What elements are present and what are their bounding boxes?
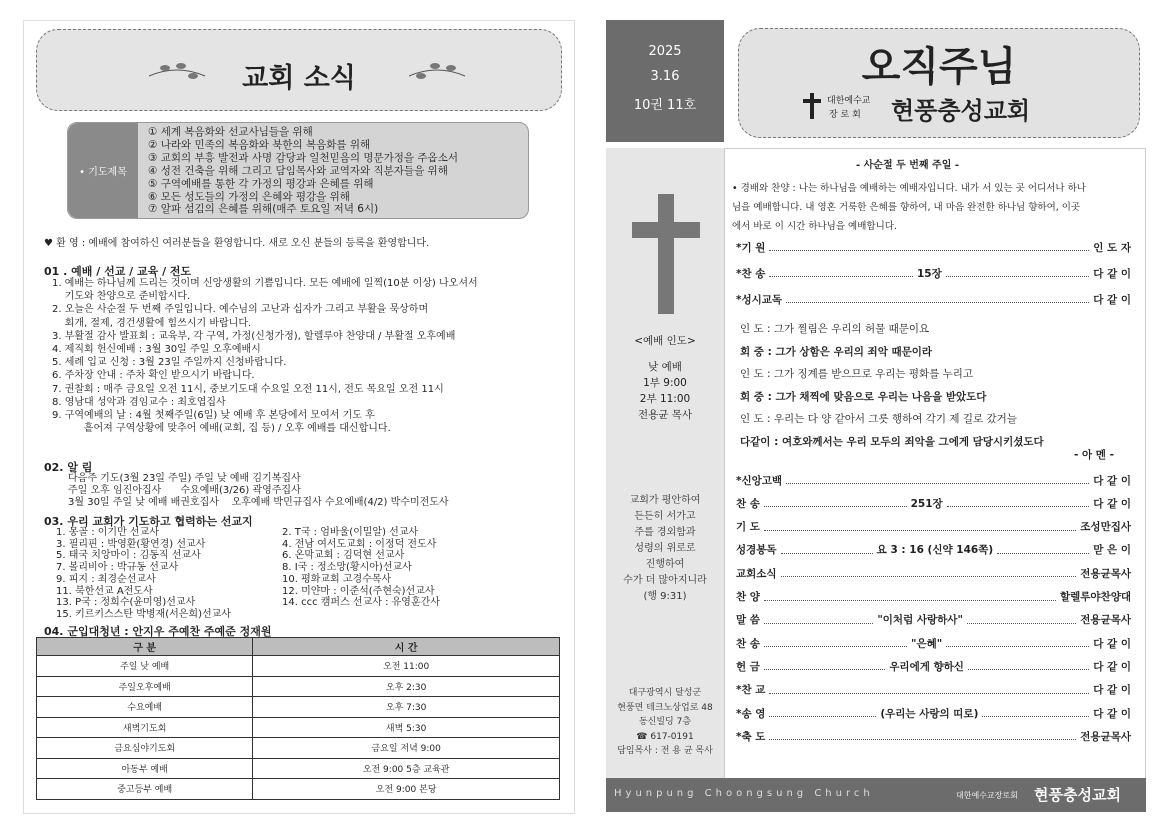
- table-cell: 금요심야기도회: [37, 738, 253, 759]
- prayer-item: ③ 교회의 부흥 발전과 사명 감당과 일천믿음의 명문가정을 주옵소서: [148, 151, 458, 164]
- section-notice-head: 02. 알 림: [44, 461, 93, 474]
- verse-line: 성령의 위로로: [634, 543, 696, 554]
- dot-leader: [769, 686, 1089, 694]
- table-row: [37, 758, 560, 779]
- list-item: 9. 구역예배의 날 : 4월 첫째주일(6일) 낮 예배 후 본당에서 모여서 기도 후: [52, 410, 375, 422]
- dot-leader: [764, 639, 907, 647]
- order-item-leader: 다 같 이: [1093, 267, 1132, 280]
- table-cell: 오전 9:00 5층 교육관: [253, 758, 560, 779]
- month-day: 3.16: [650, 69, 680, 84]
- list-item: 주일 오후 임진아집사 수요예배(3/26) 곽영주집사: [68, 485, 301, 496]
- list-item: 6. 온막교회 : 김덕현 선교사: [282, 550, 405, 562]
- table-cell: 오후 2:30: [253, 676, 560, 697]
- address-line: 현풍면 테크노상업로 48: [617, 702, 713, 713]
- amen-label: - 아 멘 -: [1074, 449, 1114, 461]
- list-item: 12. 미얀마 : 이준석(주현숙)선교사: [282, 585, 435, 597]
- list-item: 9. 피지 : 최경순선교사: [56, 573, 156, 585]
- list-item: 회개, 절제, 경건생활에 힘쓰시기 바랍니다.: [52, 317, 252, 329]
- bulletin-title: 오직주님: [861, 44, 1017, 90]
- section-worship-head: 01 . 예배 / 선교 / 교육 / 전도: [44, 265, 192, 278]
- dot-leader: [764, 523, 1076, 531]
- order-item: [736, 683, 1131, 697]
- footer: [606, 778, 1146, 812]
- worship-leader-info: [606, 333, 724, 423]
- order-item-leader: 다 같 이: [1093, 293, 1131, 306]
- worship-list: [52, 277, 478, 435]
- list-item: 10. 평화교회 고경수목사: [282, 573, 392, 585]
- order-item: [736, 729, 1131, 743]
- list-item: 흩어져 구역상황에 맞추어 예배(교회, 집 등) / 오후 예배를 대신합니다.: [52, 423, 391, 435]
- order-item-leader: 전용균목사: [1080, 730, 1131, 743]
- table-header-row: [37, 638, 560, 656]
- list-item: 6. 주차장 안내 : 주차 확인 받으시기 바랍니다.: [52, 370, 255, 382]
- worship-guide-label: <예배 인도>: [634, 335, 696, 347]
- date-box: [606, 20, 724, 142]
- table-cell: 중고등부 예배: [37, 779, 253, 800]
- call-to-worship: 에서 바로 이 시간 하나님을 예배합니다.: [732, 221, 897, 232]
- prayer-item: ② 나라와 민족의 복음화와 북한의 복음화를 위해: [148, 138, 371, 151]
- order-item: [736, 266, 1131, 280]
- notice-list: [68, 473, 449, 509]
- footer-english: Hyunpung Choongsung Church: [614, 788, 874, 799]
- prayer-list: [148, 126, 458, 216]
- order-item-label: 찬 양: [736, 591, 760, 603]
- order-item: [736, 590, 1131, 604]
- dot-leader: [781, 546, 873, 554]
- prayer-item: ① 세계 복음화와 선교사님들을 위해: [148, 126, 313, 138]
- list-item: 8. 영남대 성악과 겸임교수 : 최호엽집사: [52, 396, 226, 408]
- denomination: 대한예수교: [827, 96, 871, 106]
- list-item: 2. 오늘은 사순절 두 번째 주일입니다. 예수님의 고난과 십자가 그리고 부활을 묵상하며: [52, 304, 429, 316]
- list-item: 3월 30일 주일 낮 예배 배권호집사 오후예배 박민규집사 수요예배(4/2) 박수미전도사: [68, 497, 449, 508]
- reading-line: 회 중 : 그가 채찍에 맞음으로 우리는 나음을 받았도다: [740, 390, 987, 403]
- reading-line: 회 중 : 그가 상함은 우리의 죄악 때문이라: [740, 345, 933, 358]
- dot-leader: [968, 662, 1089, 670]
- responsive-reading: [740, 318, 1044, 453]
- dot-leader: [769, 243, 1089, 251]
- order-item: [736, 566, 1131, 580]
- dot-leader: [769, 709, 876, 717]
- order-item: [736, 659, 1131, 673]
- table-cell: 오전 9:00 본당: [253, 779, 560, 800]
- dot-leader: [946, 269, 1090, 277]
- worship-label: 낮 예배: [648, 361, 682, 373]
- order-item-leader: 전용균목사: [1080, 614, 1131, 627]
- footer-church-name: 현풍충성교회: [1034, 786, 1121, 804]
- service-time: 2부 11:00: [639, 393, 691, 405]
- list-item: 다음주 기도(3월 23일 주일) 주일 낮 예배 김기복집사: [68, 473, 301, 484]
- cross-logo-icon: [803, 93, 821, 119]
- dot-leader: [781, 569, 1077, 577]
- table-cell: 오전 11:00: [253, 656, 560, 677]
- dot-leader: [786, 295, 1089, 303]
- section-military-head: 04. 군입대청년 : 안지우 주예찬 주예준 정재원: [44, 625, 272, 638]
- church-address: [606, 686, 724, 759]
- order-item-label: 찬 송: [736, 637, 760, 650]
- cross-icon: [632, 194, 700, 314]
- table-header: 구 분: [37, 638, 253, 656]
- order-item-leader: 다 같 이: [1093, 497, 1132, 510]
- section-mission-head: 03. 우리 교회가 기도하고 협력하는 선교지: [44, 515, 253, 528]
- table-row: [37, 779, 560, 800]
- service-time: 1부 9:00: [643, 377, 687, 389]
- table-cell: 주일오후예배: [37, 676, 253, 697]
- order-item-content: 15장: [916, 267, 942, 280]
- verse-line: (행 9:31): [643, 591, 687, 602]
- schedule-table: [36, 637, 560, 800]
- order-item-leader: 다 같 이: [1093, 707, 1131, 720]
- order-item-leader: 조성만집사: [1080, 521, 1131, 534]
- welcome-text: ♥ 환 영 : 예배에 참여하신 여러분들을 환영합니다. 새로 오신 분들의 등록을 환영합니다.: [44, 238, 430, 249]
- address-line: 담임목사 : 전 용 균 목사: [617, 746, 713, 756]
- prayer-item: ⑥ 모든 성도들의 가정의 은혜와 평강을 위해: [148, 190, 350, 203]
- right-page: [606, 20, 1146, 812]
- denomination-sub: 장 로 회: [829, 110, 861, 120]
- sunday-label: - 사순절 두 번째 주일 -: [856, 160, 959, 171]
- dot-leader: [764, 499, 907, 507]
- table-cell: 새벽기도회: [37, 717, 253, 738]
- list-item: 4. 제직회 헌신예배 : 3월 30일 주일 오후예배시: [52, 344, 261, 356]
- list-item: 14. ccc 캠퍼스 선교사 : 유영훈간사: [282, 597, 440, 609]
- order-item-leader: 다 같 이: [1093, 474, 1131, 487]
- title-banner: [738, 28, 1140, 138]
- verse-line: 주를 경외함과: [634, 527, 696, 538]
- pastor-name: 전용균 목사: [637, 409, 693, 421]
- address-line: 대구광역시 달성군: [628, 688, 702, 698]
- reading-line: 다같이 : 여호와께서는 우리 모두의 죄악을 그에게 담당시키셨도다: [740, 435, 1044, 448]
- prayer-item: ④ 성전 건축을 위해 그리고 담임목사와 교역자와 직분자들을 위해: [148, 164, 448, 177]
- order-item-leader: 다 같 이: [1093, 637, 1131, 650]
- order-item-label: 성경봉독: [736, 544, 777, 557]
- order-item-content: 우리에게 향하신: [889, 660, 964, 673]
- order-item: [736, 520, 1131, 534]
- dot-leader: [764, 662, 885, 670]
- table-cell: 오후 7:30: [253, 697, 560, 718]
- issue-number: 10권 11호: [633, 98, 697, 113]
- order-item: [736, 706, 1131, 720]
- list-item: 7. 권찰회 : 매주 금요일 오전 11시, 중보기도대 수요일 오전 11시, 전도 목요일 오전 11시: [52, 383, 444, 395]
- list-item: 2. T국 : 엄바울(이밀알) 선교사: [282, 527, 419, 538]
- dot-leader: [947, 499, 1090, 507]
- list-item: 13. P국 : 정희수(윤미영)선교사: [56, 597, 196, 609]
- order-item: [736, 240, 1131, 254]
- list-item: 3. 필리핀 : 박영환(황연경) 선교사: [56, 538, 206, 550]
- verse-line: 수가 더 많아지니라: [623, 575, 707, 586]
- order-item-label: 교회소식: [736, 567, 777, 580]
- table-cell: 주일 낮 예배: [37, 656, 253, 677]
- list-item: 5. 태국 치앙마이 : 김동직 선교사: [56, 550, 201, 562]
- reading-line: 인 도 : 그가 징계를 받으므로 우리는 평화를 누리고: [740, 368, 974, 380]
- table-row: [37, 697, 560, 718]
- order-item-label: *송 영: [736, 707, 766, 720]
- list-item: 1. 몽골 : 이기만 선교사: [56, 527, 159, 538]
- table-cell: 수요예배: [37, 697, 253, 718]
- order-item-label: *기 원: [736, 241, 766, 254]
- news-banner: [36, 29, 562, 111]
- table-cell: 아동부 예배: [37, 758, 253, 779]
- order-item-content: 요 3 : 16 (신약 146쪽): [876, 544, 994, 557]
- order-item: [736, 613, 1131, 627]
- year: 2025: [648, 44, 682, 59]
- verse-line: 교회가 평안하여: [629, 495, 701, 506]
- news-title: 교회 소식: [242, 63, 356, 94]
- verse-line: 든든히 서가고: [634, 511, 696, 522]
- order-item-label: 헌 금: [736, 660, 760, 673]
- order-item-content: "이처럼 사랑하사": [877, 614, 963, 627]
- table-row: [37, 676, 560, 697]
- dot-leader: [946, 639, 1089, 647]
- prayer-item: ⑦ 알파 섬김의 은혜를 위해(매주 토요일 저녁 6시): [148, 203, 379, 216]
- table-cell: 새벽 5:30: [253, 717, 560, 738]
- list-item: 기도와 찬양으로 준비합시다.: [52, 291, 191, 303]
- dot-leader: [769, 732, 1076, 740]
- side-panel: [606, 148, 724, 798]
- address-line: 동신빌딩 7층: [638, 717, 692, 727]
- dot-leader: [764, 616, 873, 624]
- left-page: [23, 20, 575, 814]
- phone-number: ☎ 617-0191: [636, 731, 694, 742]
- prayer-topics: [67, 122, 529, 219]
- order-item-label: 찬 송: [736, 497, 760, 510]
- table-cell: 금요일 저녁 9:00: [253, 738, 560, 759]
- order-item-leader: 맏 은 이: [1093, 544, 1131, 557]
- mission-list-left: [56, 527, 231, 621]
- order-item-content: 251장: [910, 497, 943, 510]
- order-item: [736, 636, 1131, 650]
- table-row: [37, 656, 560, 677]
- scripture-verse: [606, 493, 724, 605]
- leaf-ornament-icon: [407, 60, 467, 84]
- order-item-leader: 할렐루야찬양대: [1059, 591, 1131, 603]
- list-item: 3. 부활절 감사 발표회 : 교육부, 각 구역, 가정(신청가정), 할렐루야 찬양대 / 부활절 오후예배: [52, 330, 456, 342]
- verse-line: 진행하여: [645, 559, 685, 570]
- dot-leader: [997, 546, 1089, 554]
- order-item-label: *찬 교: [736, 684, 766, 697]
- order-item-label: *성시교독: [736, 293, 783, 306]
- order-item: [736, 543, 1131, 557]
- reading-line: 인 도 : 그가 찔림은 우리의 허물 때문이요: [740, 323, 930, 335]
- order-item: [736, 292, 1131, 306]
- list-item: 11. 북한선교 A전도사: [56, 585, 153, 597]
- order-item-leader: 다 같 이: [1093, 660, 1132, 673]
- dot-leader: [967, 616, 1076, 624]
- footer-denomination: 대한예수교장로회: [956, 791, 1018, 800]
- list-item: 5. 세례 입교 신청 : 3월 23일 주일까지 신청바랍니다.: [52, 357, 287, 369]
- order-item-leader: 다 같 이: [1093, 684, 1131, 697]
- list-item: 8. I국 : 정소망(황시아)선교사: [282, 562, 412, 574]
- list-item: 1. 예배는 하나님께 드리는 것이며 신앙생활의 기쁨입니다. 모든 예배에 일찍(10분 이상) 나오셔서: [52, 278, 478, 289]
- church-name: 현풍충성교회: [891, 96, 1031, 125]
- order-item-label: 말 씀: [736, 614, 760, 627]
- call-to-worship: • 경배와 찬양 : 나는 하나님을 예배하는 예배자입니다. 내가 서 있는 곳 어디서나 하나: [732, 183, 1086, 194]
- order-item-label: *찬 송: [736, 267, 766, 280]
- table-row: [37, 738, 560, 759]
- order-item-label: *축 도: [736, 730, 766, 743]
- order-item-leader: 전용균목사: [1080, 567, 1131, 580]
- order-item-leader: 인 도 자: [1093, 241, 1131, 254]
- dot-leader: [982, 709, 1089, 717]
- dot-leader: [764, 593, 1056, 601]
- order-item-content: (우리는 사랑의 띠로): [880, 707, 979, 720]
- dot-leader: [769, 269, 913, 277]
- prayer-item: ⑤ 구역예배를 통한 각 가정의 평강과 은혜를 위해: [148, 177, 374, 190]
- reading-line: 인 도 : 우리는 다 양 같아서 그릇 행하여 각기 제 길로 갔거늘: [740, 413, 1017, 425]
- list-item: 15. 키르키스스탄 박병재(서은희)선교사: [56, 608, 231, 620]
- table-header: 시 간: [253, 638, 560, 656]
- order-item-label: *신앙고백: [736, 474, 783, 487]
- prayer-label: • 기도제목: [68, 123, 138, 218]
- list-item: 4. 전남 여서도교회 : 이정덕 전도사: [282, 538, 437, 550]
- dot-leader: [786, 476, 1089, 484]
- table-row: [37, 717, 560, 738]
- mission-list-right: [282, 527, 440, 609]
- order-item: [736, 496, 1131, 510]
- order-item-label: 기 도: [736, 521, 760, 534]
- order-item-content: "은혜": [910, 637, 943, 650]
- order-item: [736, 473, 1131, 487]
- list-item: 7. 볼리비아 : 박규동 선교사: [56, 562, 179, 574]
- call-to-worship: 님을 예배합니다. 내 영혼 거룩한 은혜를 향하여, 내 마음 완전한 하나님 향하여, 이곳: [732, 202, 1081, 213]
